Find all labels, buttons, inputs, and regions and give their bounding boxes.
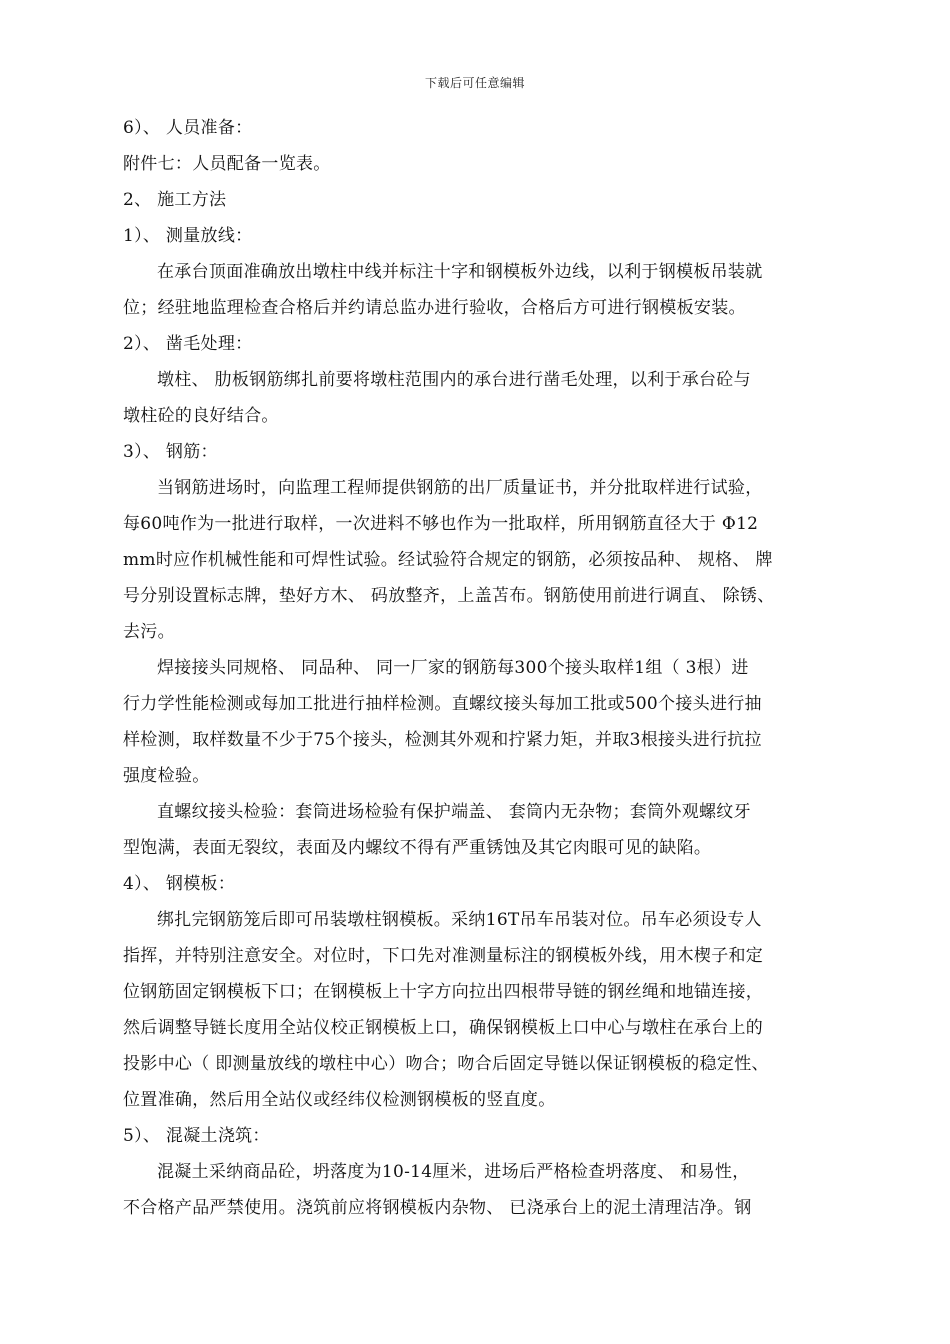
text-line: 不合格产品严禁使用。浇筑前应将钢模板内杂物、 已浇承台上的泥土清理洁净。钢 [123,1198,752,1218]
document-body [123,110,853,1226]
text-line: 2、 施工方法 [123,190,227,210]
text-line: 在承台顶面准确放出墩柱中线并标注十字和钢模板外边线，以利于钢模板吊装就 [157,262,763,282]
text-line: 然后调整导链长度用全站仪校正钢模板上口，确保钢模板上口中心与墩柱在承台上的 [123,1018,764,1038]
text-line: 焊接接头同规格、 同品种、 同一厂家的钢筋每300个接头取样1组（ 3根）进 [157,658,749,678]
text-line: 每60吨作为一批进行取样，一次进料不够也作为一批取样，所用钢筋直径大于 Φ12 [123,514,759,534]
text-line: 行力学性能检测或每加工批进行抽样检测。直螺纹接头每加工批或500个接头进行抽 [123,694,762,714]
page-header: 下载后可任意编辑 [424,76,525,90]
text-line: 直螺纹接头检验：套筒进场检验有保护端盖、 套筒内无杂物；套筒外观螺纹牙 [157,802,751,822]
text-line: 强度检验。 [123,766,210,786]
text-line: 当钢筋进场时，向监理工程师提供钢筋的出厂质量证书，并分批取样进行试验， [157,478,763,498]
text-line: mm时应作机械性能和可焊性试验。经试验符合规定的钢筋，必须按品种、 规格、 牌 [123,550,773,570]
text-line: 位；经驻地监理检查合格后并约请总监办进行验收，合格后方可进行钢模板安装。 [123,298,746,318]
text-line: 绑扎完钢筋笼后即可吊装墩柱钢模板。采纳16T吊车吊装对位。吊车必须设专人 [157,910,762,930]
text-line: 附件七：人员配备一览表。 [123,154,331,174]
text-line: 3）、 钢筋： [123,442,218,462]
text-line: 投影中心（ 即测量放线的墩柱中心）吻合；吻合后固定导链以保证钢模板的稳定性、 [123,1054,769,1074]
text-line: 号分别设置标志牌，垫好方木、 码放整齐，上盖苫布。钢筋使用前进行调直、 除锈、 [123,586,775,606]
text-line: 样检测，取样数量不少于75个接头，检测其外观和拧紧力矩，并取3根接头进行抗拉 [123,730,762,750]
text-line: 指挥，并特别注意安全。对位时，下口先对准测量标注的钢模板外线，用木楔子和定 [123,946,764,966]
text-line: 5）、 混凝土浇筑： [123,1126,270,1146]
text-line: 型饱满，表面无裂纹，表面及内螺纹不得有严重锈蚀及其它肉眼可见的缺陷。 [123,838,712,858]
text-line: 1）、 测量放线： [123,226,253,246]
text-line: 2）、 凿毛处理： [123,334,253,354]
text-line: 混凝土采纳商品砼，坍落度为10-14厘米，进场后严格检查坍落度、 和易性， [157,1162,750,1182]
text-line: 墩柱、 肋板钢筋绑扎前要将墩柱范围内的承台进行凿毛处理，以利于承台砼与 [157,370,751,390]
text-line: 4）、 钢模板： [123,874,236,894]
text-line: 去污。 [123,622,175,642]
text-line: 墩柱砼的良好结合。 [123,406,279,426]
text-line: 位置准确，然后用全站仪或经纬仪检测钢模板的竖直度。 [123,1090,556,1110]
text-line: 6）、 人员准备： [123,118,253,138]
text-line: 位钢筋固定钢模板下口；在钢模板上十字方向拉出四根带导链的钢丝绳和地锚连接， [123,982,764,1002]
